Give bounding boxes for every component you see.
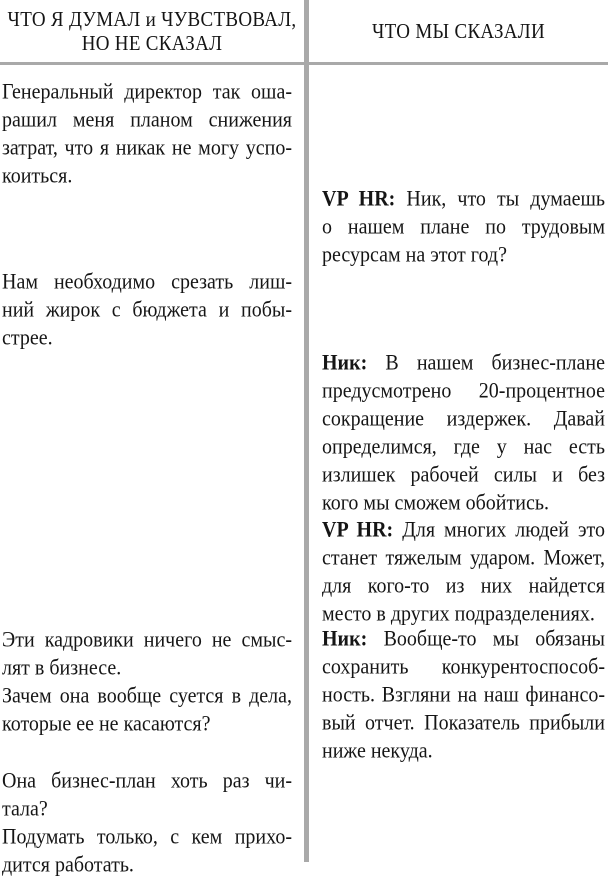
text-line: лят в бизнесе. (2, 655, 122, 680)
text-line: Ник: В нашем бизнес-плане (322, 350, 605, 375)
text-line: тала? (2, 796, 48, 821)
text-line: Нам необходимо срезать лиш- (2, 269, 292, 294)
text-line: Она бизнес-план хоть раз чи- (2, 768, 292, 793)
thought-paragraph (2, 680, 292, 736)
right-header-line-1: ЧТО МЫ СКАЗАЛИ (371, 20, 546, 44)
text-line: кого мы сможем обойтись. (322, 490, 549, 515)
dialogue-paragraph (322, 347, 605, 515)
text-line: Эти кадровики ничего не смыс- (2, 627, 292, 652)
text-line: VP HR: Для многих людей это (322, 517, 606, 542)
text-line: станет тяжелым ударом. Может, (322, 545, 605, 570)
thought-paragraph (2, 821, 292, 877)
text-line: затрат, что я никак не могу успо- (2, 135, 292, 160)
text-line: VP HR: Ник, что ты думаешь (322, 186, 605, 211)
text-line: сохранить конкурентоспособ- (322, 654, 605, 679)
dialogue-paragraph (322, 183, 605, 267)
text-line: ниже некуда. (322, 738, 433, 763)
left-header-line-1: ЧТО Я ДУМАЛ и ЧУВСТВОВАЛ, (7, 8, 297, 32)
text-line: ность. Взгляни на наш финансо- (322, 682, 605, 707)
text-line: сокращение издержек. Давай (322, 406, 605, 431)
column-divider-rule (304, 0, 309, 862)
thought-paragraph (2, 765, 292, 821)
text-line: коиться. (2, 163, 73, 188)
left-column-thoughts (2, 0, 292, 877)
right-column-dialogue (322, 0, 605, 862)
text-line: Генеральный директор так оша- (2, 79, 292, 104)
text-line: которые ее не касаются? (2, 711, 211, 736)
text-line: ресурсам на этот год? (322, 242, 507, 267)
text-line: рашил меня планом снижения (2, 107, 292, 132)
text-line: Ник: Вообще-то мы обязаны (322, 626, 605, 651)
text-line: для кого-то из них найдется (322, 573, 605, 598)
speaker-label: Ник: (322, 350, 368, 375)
text-line: Зачем она вообще суется в дела, (2, 683, 292, 708)
dialogue-paragraph (322, 514, 605, 626)
text-line: о нашем плане по трудовым (322, 214, 605, 239)
speaker-label: VP HR: (322, 517, 394, 542)
dialogue-paragraph (322, 623, 605, 763)
thought-paragraph (2, 624, 292, 680)
thought-paragraph (2, 266, 292, 350)
left-header-line-2: НО НЕ СКАЗАЛ (81, 32, 223, 56)
text-line: предусмотрено 20-процентное (322, 378, 605, 403)
speaker-label: Ник: (322, 626, 368, 651)
text-line: дится работать. (2, 852, 134, 877)
text-line: место в других подразделениях. (322, 601, 595, 626)
text-line: ний жирок с бюджета и побы- (2, 297, 292, 322)
text-line: излишек рабочей силы и без (322, 462, 605, 487)
speaker-label: VP HR: (322, 186, 396, 211)
text-line: стрее. (2, 325, 53, 350)
text-line: определимся, где у нас есть (322, 434, 605, 459)
text-line: Подумать только, с кем прихо- (2, 824, 292, 849)
text-line: вый отчет. Показатель прибыли (322, 710, 605, 735)
thought-paragraph (2, 76, 292, 188)
